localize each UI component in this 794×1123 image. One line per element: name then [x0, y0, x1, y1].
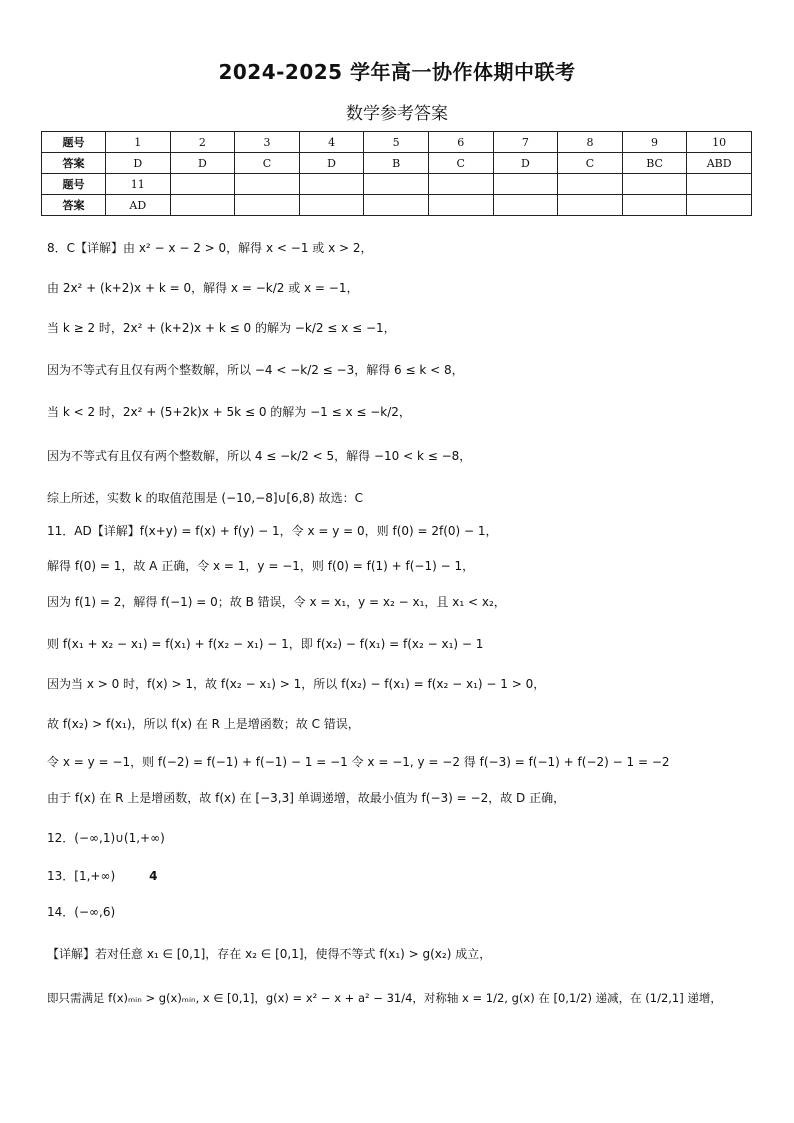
solution-line	[47, 446, 471, 466]
row-header-cell: 题号	[42, 132, 106, 153]
answer-table-cell: 1	[106, 132, 171, 153]
solution-line	[47, 238, 373, 258]
solution-line	[47, 360, 464, 380]
solution-line-text: 即只需满足 f(x)ₘᵢₙ > g(x)ₘᵢₙ, x ∈ [0,1]，g(x) = x² − x + a² − 31/4，对称轴 x = 1/2, g(x) 在 [0,1/2) 递减，在 (1/2,1] 递增，	[47, 991, 722, 1005]
answer-table-cell	[299, 195, 364, 216]
answer-table-cell	[235, 174, 300, 195]
answer-table-cell: 8	[558, 132, 623, 153]
answer-table-cell	[558, 174, 623, 195]
solution-line	[47, 402, 411, 422]
solution-line-text: 8．C【详解】由 x² − x − 2 > 0，解得 x < −1 或 x > 2，	[47, 241, 373, 255]
solution-line	[47, 556, 474, 576]
answer-table	[41, 131, 752, 216]
solution-line	[47, 788, 565, 808]
solution-line	[47, 828, 165, 848]
answer-table-cell: C	[428, 153, 493, 174]
solution-line-text: 当 k < 2 时，2x² + (5+2k)x + 5k ≤ 0 的解为 −1 ≤ x ≤ −k/2，	[47, 405, 411, 419]
answer-table-cell	[364, 195, 429, 216]
solution-line-text: 则 f(x₁ + x₂ − x₁) = f(x₁) + f(x₂ − x₁) − 1，即 f(x₂) − f(x₁) = f(x₂ − x₁) − 1	[47, 637, 484, 651]
solution-line	[47, 988, 722, 1008]
solution-line	[47, 714, 360, 734]
solution-line	[47, 674, 545, 694]
page-title: 2024-2025 学年高一协作体期中联考	[218, 60, 576, 84]
answer-table-cell: 6	[428, 132, 493, 153]
answer-table-cell	[428, 174, 493, 195]
answer-table-cell: ABD	[687, 153, 752, 174]
answer-table-cell: C	[235, 153, 300, 174]
solution-line	[47, 752, 670, 772]
solution-line-text: 因为 f(1) = 2，解得 f(−1) = 0；故 B 错误，令 x = x₁，y = x₂ − x₁，且 x₁ < x₂，	[47, 595, 506, 609]
answer-table-row	[42, 132, 752, 153]
solution-line-text: 【详解】若对任意 x₁ ∈ [0,1]，存在 x₂ ∈ [0,1]，使得不等式 f(x₁) > g(x₂) 成立，	[47, 947, 492, 961]
answer-table-cell: B	[364, 153, 429, 174]
answer-table-cell	[622, 174, 687, 195]
answer-table-cell	[428, 195, 493, 216]
answer-table-cell: 5	[364, 132, 429, 153]
q13-second-answer: 4	[149, 869, 158, 883]
answer-table-cell: D	[170, 153, 235, 174]
solution-line-text: 因为不等式有且仅有两个整数解，所以 −4 < −k/2 ≤ −3，解得 6 ≤ k < 8，	[47, 363, 464, 377]
answer-table-cell: D	[493, 153, 558, 174]
solution-line	[47, 278, 359, 298]
answer-table-cell	[687, 195, 752, 216]
row-header-cell: 答案	[42, 195, 106, 216]
solution-line	[47, 902, 115, 922]
solution-line	[47, 488, 363, 508]
solution-line	[47, 944, 491, 964]
solution-line-text: 由于 f(x) 在 R 上是增函数，故 f(x) 在 [−3,3] 单调递增，故最小值为 f(−3) = −2，故 D 正确，	[47, 791, 566, 805]
solution-line-text: 11．AD【详解】f(x+y) = f(x) + f(y) − 1，令 x = y = 0，则 f(0) = 2f(0) − 1，	[47, 524, 498, 538]
row-header-cell: 题号	[42, 174, 106, 195]
solution-line-text: 因为当 x > 0 时，f(x) > 1，故 f(x₂ − x₁) > 1，所以 f(x₂) − f(x₁) = f(x₂ − x₁) − 1 > 0，	[47, 677, 546, 691]
solution-line-text: 12．(−∞,1)∪(1,+∞)	[47, 831, 165, 845]
answer-table-cell: 10	[687, 132, 752, 153]
solution-line-text: 故 f(x₂) > f(x₁)，所以 f(x) 在 R 上是增函数；故 C 错误，	[47, 717, 360, 731]
solution-line	[47, 592, 506, 612]
solution-line	[47, 318, 396, 338]
answer-table-cell: D	[299, 153, 364, 174]
answer-table-cell	[364, 174, 429, 195]
answer-table-cell: 11	[106, 174, 171, 195]
answer-table-cell	[622, 195, 687, 216]
solution-line-text: 综上所述，实数 k 的取值范围是 (−10,−8]∪[6,8) 故选：C	[47, 491, 364, 505]
answer-table-cell	[299, 174, 364, 195]
answer-table-cell	[170, 174, 235, 195]
solution-line	[47, 866, 158, 886]
answer-table-cell: 7	[493, 132, 558, 153]
answer-table-cell: AD	[106, 195, 171, 216]
answer-table-row	[42, 153, 752, 174]
solution-line-text: 解得 f(0) = 1，故 A 正确，令 x = 1，y = −1，则 f(0) = f(1) + f(−1) − 1，	[47, 559, 475, 573]
answer-table-cell: BC	[622, 153, 687, 174]
answer-table-cell	[493, 174, 558, 195]
answer-table-cell	[493, 195, 558, 216]
solution-line-text: 13．[1,+∞)	[47, 869, 116, 883]
answer-table-cell	[170, 195, 235, 216]
answer-table-row	[42, 195, 752, 216]
answer-table-cell: 2	[170, 132, 235, 153]
solution-line-text: 14．(−∞,6)	[47, 905, 116, 919]
answer-table-cell	[558, 195, 623, 216]
answer-table-cell: 4	[299, 132, 364, 153]
answer-table-cell: D	[106, 153, 171, 174]
solution-line	[47, 521, 498, 541]
solution-line-text: 因为不等式有且仅有两个整数解，所以 4 ≤ −k/2 < 5，解得 −10 < k ≤ −8，	[47, 449, 472, 463]
answer-table-cell: 3	[235, 132, 300, 153]
answer-table-cell: 9	[622, 132, 687, 153]
answer-table-row	[42, 174, 752, 195]
answer-table-cell	[687, 174, 752, 195]
solution-line-text: 令 x = y = −1，则 f(−2) = f(−1) + f(−1) − 1 = −1 令 x = −1, y = −2 得 f(−3) = f(−1) + f(−2) − 1 = −2	[47, 755, 670, 769]
solution-line-text: 由 2x² + (k+2)x + k = 0，解得 x = −k/2 或 x = −1，	[47, 281, 359, 295]
answer-table-cell	[235, 195, 300, 216]
solution-line-text: 当 k ≥ 2 时，2x² + (k+2)x + k ≤ 0 的解为 −k/2 ≤ x ≤ −1，	[47, 321, 396, 335]
answer-table-cell: C	[558, 153, 623, 174]
page-subtitle: 数学参考答案	[346, 104, 448, 124]
solution-line	[47, 634, 483, 654]
row-header-cell: 答案	[42, 153, 106, 174]
